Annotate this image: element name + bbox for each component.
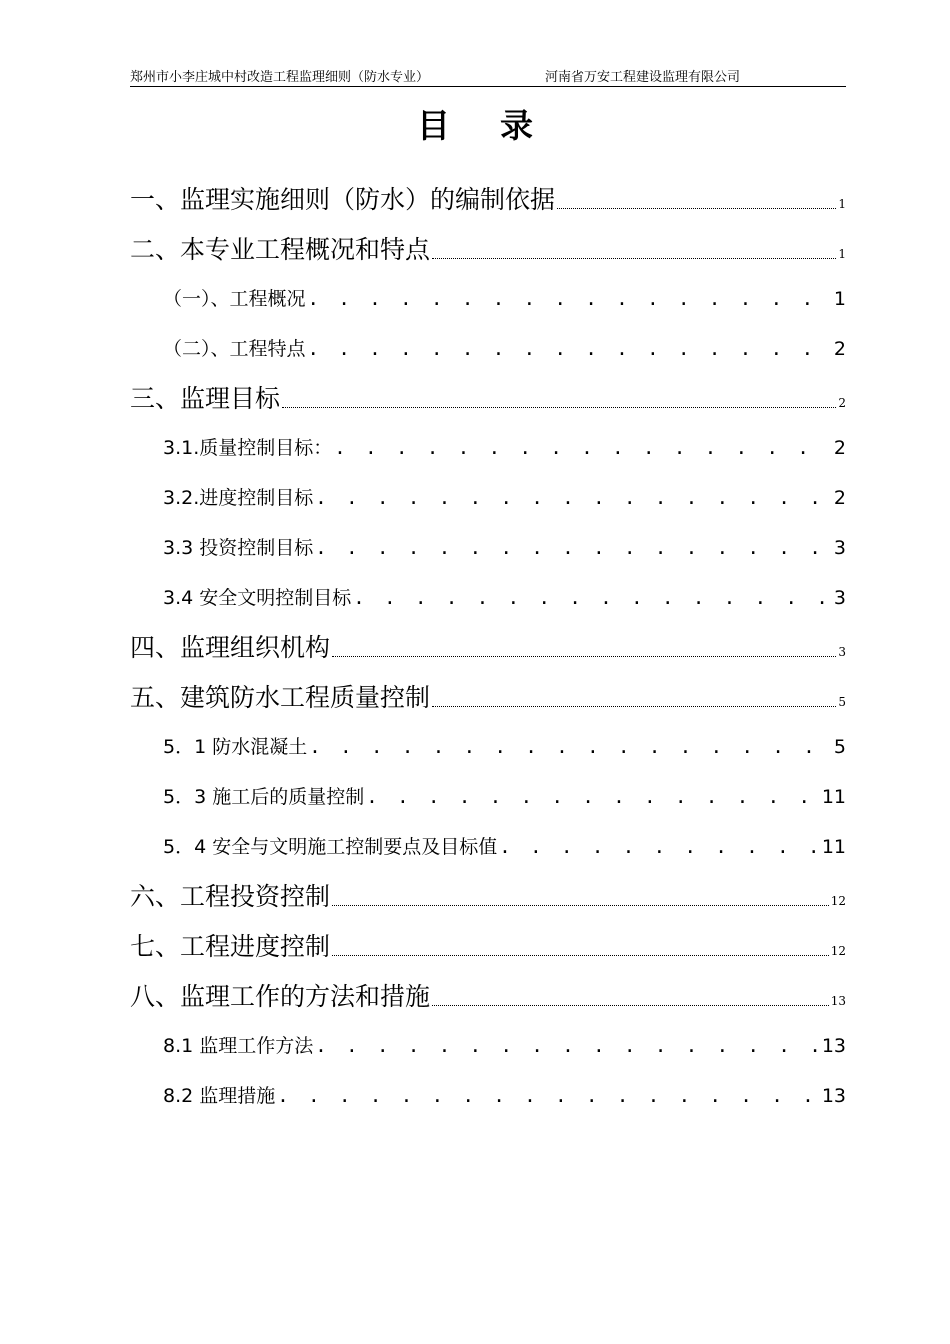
toc-leader-dots <box>432 257 836 259</box>
toc-leader-dots <box>307 736 832 758</box>
toc-entry-page: 13 <box>821 1035 846 1057</box>
toc-entry-label: 八、监理工作的方法和措施 <box>130 982 431 1011</box>
toc-entry-label: 3.3 投资控制目标 <box>163 537 314 559</box>
toc-entry-8-2[interactable] <box>163 1081 846 1109</box>
toc-entry-page: 3 <box>833 587 846 609</box>
toc-leader-dots <box>351 587 832 609</box>
toc-entry-label: 3.1.质量控制目标： <box>163 437 333 459</box>
toc-leader-dots <box>332 954 829 956</box>
toc-leader-dots <box>332 904 829 906</box>
toc-entry-page: 2 <box>838 396 846 410</box>
toc-leader-dots <box>306 288 832 310</box>
toc-entry-page: 13 <box>821 1085 846 1107</box>
toc-entry-label: 五、建筑防水工程质量控制 <box>130 683 431 712</box>
toc-leader-dots <box>364 786 820 808</box>
toc-entry-page: 13 <box>830 994 846 1008</box>
toc-entry-page: 5 <box>833 736 846 758</box>
toc-entry-page: 12 <box>830 894 846 908</box>
toc-leader-dots <box>557 207 836 209</box>
toc-entry-page: 1 <box>838 197 846 211</box>
toc-leader-dots <box>332 437 832 459</box>
toc-entry-3-4[interactable] <box>163 583 846 611</box>
toc-entry-8[interactable] <box>130 977 846 1013</box>
toc-entry-page: 5 <box>838 695 846 709</box>
toc-title: 目录 <box>417 106 583 145</box>
toc-entry-page: 1 <box>838 247 846 261</box>
header-document-title: 郑州市小李庄城中村改造工程监理细则（防水专业） <box>130 70 430 85</box>
toc-entry-3-3[interactable] <box>163 533 846 561</box>
toc-entry-label: 七、工程进度控制 <box>130 932 331 961</box>
toc-entry-label: 5．4 安全与文明施工控制要点及目标值 <box>163 836 498 858</box>
toc-entry-5-3[interactable] <box>163 782 846 810</box>
toc-entry-label: 5．3 施工后的质量控制 <box>163 786 365 808</box>
toc-leader-dots <box>306 338 832 360</box>
toc-entry-page: 12 <box>830 944 846 958</box>
toc-entry-3-1[interactable] <box>163 433 846 461</box>
toc-entry-page: 2 <box>833 437 846 459</box>
toc-entry-page: 2 <box>833 487 846 509</box>
toc-leader-dots <box>313 537 832 559</box>
toc-entry-label: 3.4 安全文明控制目标 <box>163 587 352 609</box>
toc-entry-label: 3.2.进度控制目标 <box>163 487 314 509</box>
toc-leader-dots <box>432 1004 829 1006</box>
toc-entry-3-2[interactable] <box>163 483 846 511</box>
toc-entry-2-1[interactable] <box>163 284 846 312</box>
toc-entry-1[interactable] <box>130 180 846 216</box>
toc-entry-5[interactable] <box>130 678 846 714</box>
toc-leader-dots <box>497 836 820 858</box>
toc-entry-page: 11 <box>821 786 846 808</box>
toc-entry-4[interactable] <box>130 628 846 664</box>
toc-entry-label: 8.1 监理工作方法 <box>163 1035 314 1057</box>
header-company-name: 河南省万安工程建设监理有限公司 <box>545 70 741 85</box>
toc-entry-label: 二、本专业工程概况和特点 <box>130 235 431 264</box>
toc-entry-label: 六、工程投资控制 <box>130 882 331 911</box>
toc-entry-page: 11 <box>821 836 846 858</box>
toc-entry-6[interactable] <box>130 877 846 913</box>
toc-entry-label: 四、监理组织机构 <box>130 633 331 662</box>
toc-entry-label: 8.2 监理措施 <box>163 1085 276 1107</box>
toc-entry-2[interactable] <box>130 230 846 266</box>
toc-entry-5-1[interactable] <box>163 732 846 760</box>
toc-entry-page: 1 <box>833 288 846 310</box>
toc-leader-dots <box>275 1085 820 1107</box>
toc-leader-dots <box>313 1035 820 1057</box>
toc-entry-8-1[interactable] <box>163 1031 846 1059</box>
toc-leader-dots <box>332 655 836 657</box>
toc-leader-dots <box>313 487 832 509</box>
toc-entry-2-2[interactable] <box>163 334 846 362</box>
toc-entry-3[interactable] <box>130 379 846 415</box>
toc-entry-label: 三、监理目标 <box>130 384 281 413</box>
toc-entry-label: （一）、工程概况 <box>163 288 306 310</box>
toc-leader-dots <box>432 705 836 707</box>
toc-entry-page: 3 <box>838 645 846 659</box>
toc-entry-7[interactable] <box>130 927 846 963</box>
toc-leader-dots <box>282 406 836 408</box>
toc-entry-5-4[interactable] <box>163 832 846 860</box>
toc-entry-page: 3 <box>833 537 846 559</box>
toc-entry-label: 5．1 防水混凝土 <box>163 736 308 758</box>
toc-entry-page: 2 <box>833 338 846 360</box>
toc-entry-label: 一、监理实施细则（防水）的编制依据 <box>130 185 556 214</box>
toc-entry-label: （二）、工程特点 <box>163 338 306 360</box>
